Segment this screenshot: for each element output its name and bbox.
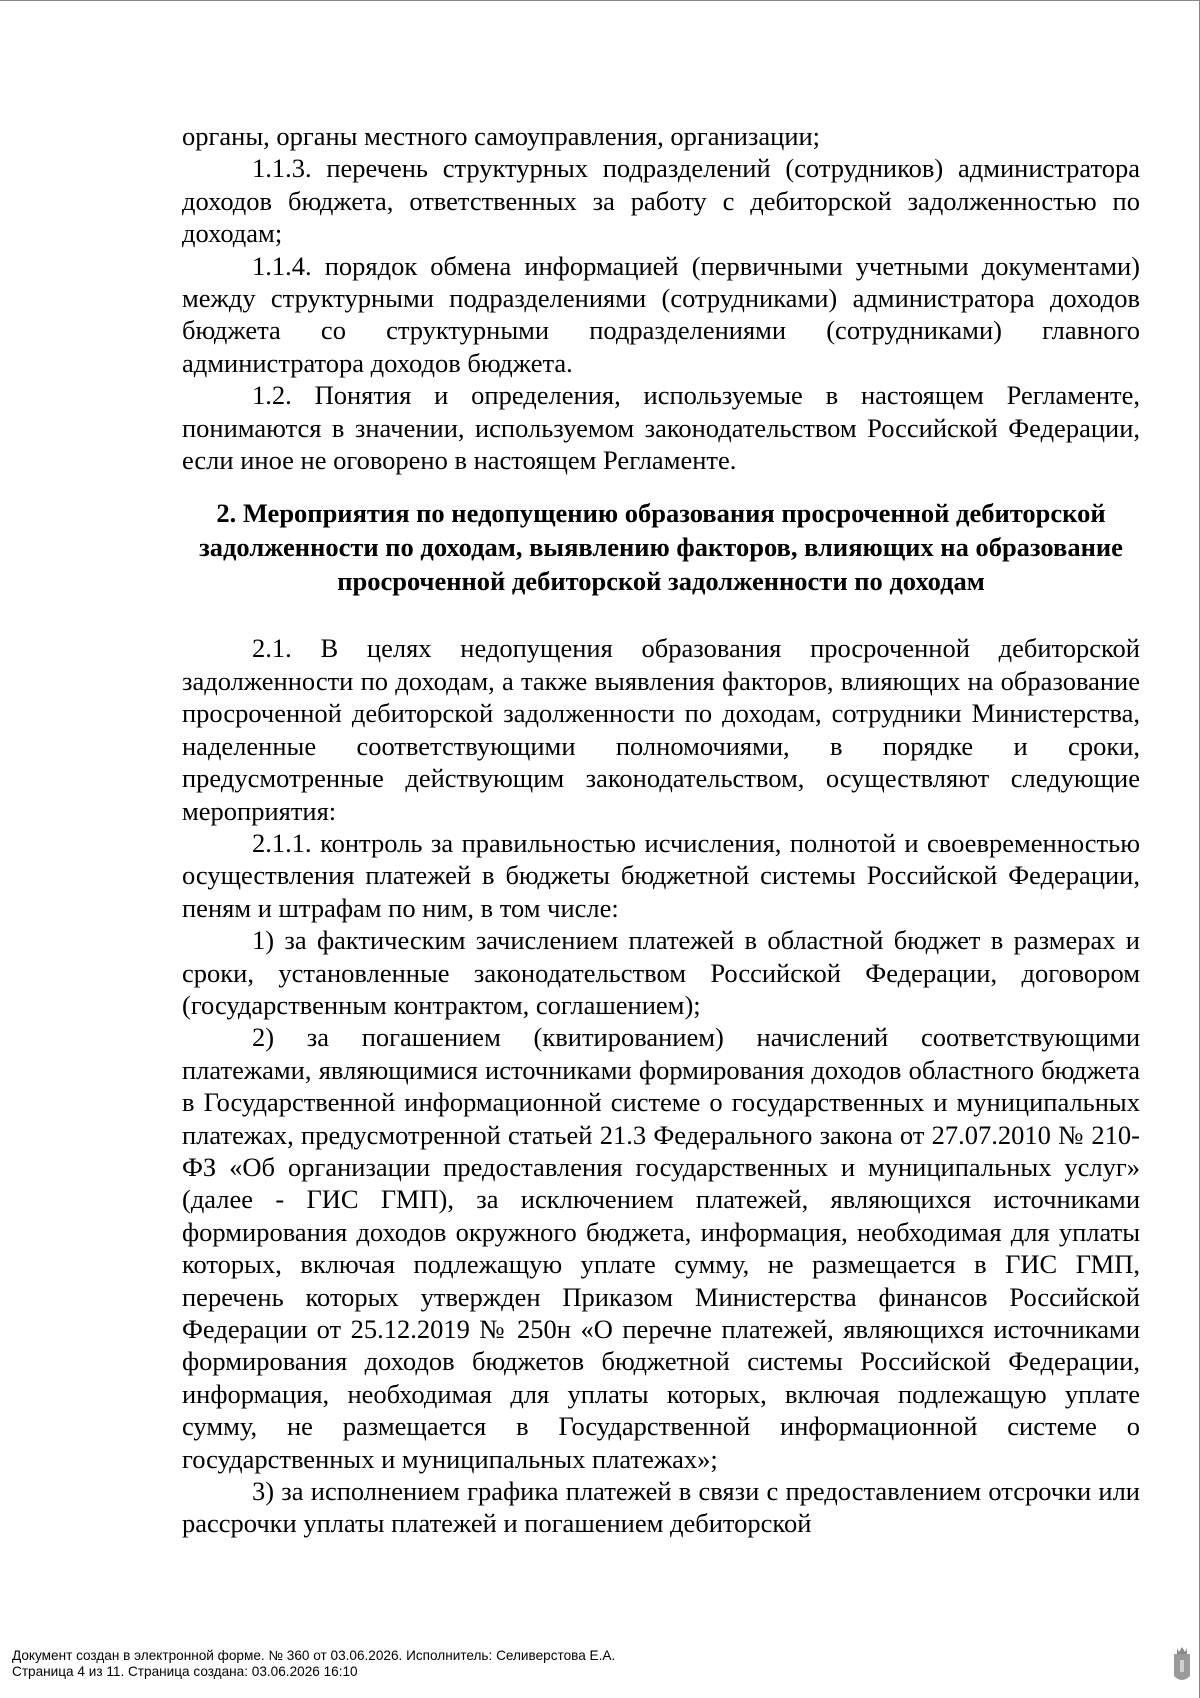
paragraph-2-1: 2.1. В целях недопущения образования просроченной дебиторской задолженности по доходам, а также выявления факторов, влияющих на образование просроченной дебиторской задолженности по доходам, сотрудники Министерства, наделенные соответствующими полномочиями, в порядке и сроки, предусмотренные действующим законодательством, осуществляют следующие мероприятия: — [182, 633, 1140, 826]
coat-of-arms-icon — [1172, 1646, 1192, 1686]
list-item-3: 3) за исполнением графика платежей в связи с предоставлением отсрочки или рассрочки уплаты платежей и погашением дебиторской — [182, 1476, 1140, 1539]
paragraph-1-1-3: 1.1.3. перечень структурных подразделений (сотрудников) администратора доходов бюджета, ответственных за работу с дебиторской задолженностью по доходам; — [182, 153, 1140, 249]
paragraph-1-1-4: 1.1.4. порядок обмена информацией (первичными учетными документами) между структурными подразделениями (сотрудниками) администратора доходов бюджета со структурными подразделениями (сотрудниками) главного администратора доходов бюджета. — [182, 250, 1140, 378]
paragraph-1-2: 1.2. Понятия и определения, используемые в настоящем Регламенте, понимаются в значении, используемом законодательством Российской Федерации, если иное не оговорено в настоящем Регламенте. — [182, 380, 1140, 476]
list-item-1: 1) за фактическим зачислением платежей в областной бюджет в размерах и сроки, установленные законодательством Российской Федерации, договором (государственным контрактом, соглашением); — [182, 925, 1140, 1020]
document-footer — [12, 1648, 1162, 1679]
paragraph-2-1-1: 2.1.1. контроль за правильностью исчисления, полнотой и своевременностью осуществления платежей в бюджеты бюджетной системы Российской Федерации, пеням и штрафам по ним, в том числе: — [182, 827, 1140, 923]
paragraph-continuation: органы, органы местного самоуправления, организации; — [182, 121, 821, 151]
footer-line-2: Страница 4 из 11. Страница создана: 03.06.2026 16:10 — [12, 1663, 358, 1679]
footer-line-1: Документ создан в электронной форме. № 360 от 03.06.2026. Исполнитель: Селиверстова Е.А. — [12, 1648, 616, 1663]
section-heading-2: 2. Мероприятия по недопущению образования просроченной дебиторской задолженности по доходам, выявлению факторов, влияющих на образование просроченной дебиторской задолженности по доходам — [199, 498, 1123, 597]
list-item-2: 2) за погашением (квитированием) начислений соответствующими платежами, являющимися источниками формирования доходов областного бюджета в Государственной информационной системе о государственных и муниципальных платежах, предусмотренной статьей 21.3 Федерального закона от 27.07.2010 № 210-ФЗ «Об организации предоставления государственных и муниципальных услуг» (далее - ГИС ГМП), за исключением платежей, являющихся источниками формирования доходов окружного бюджета, информация, необходимая для уплаты которых, включая подлежащую уплате сумму, не размещается в ГИС ГМП, перечень которых утвержден Приказом Министерства финансов Российской Федерации от 25.12.2019 № 250н «О перечне платежей, являющихся источниками формирования доходов бюджетов бюджетной системы Российской Федерации, информация, необходимая для уплаты которых, включая подлежащую уплате сумму, не размещается в Государственной информационной системе о государственных и муниципальных платежах»; — [182, 1022, 1140, 1474]
document-body — [182, 120, 1140, 1540]
